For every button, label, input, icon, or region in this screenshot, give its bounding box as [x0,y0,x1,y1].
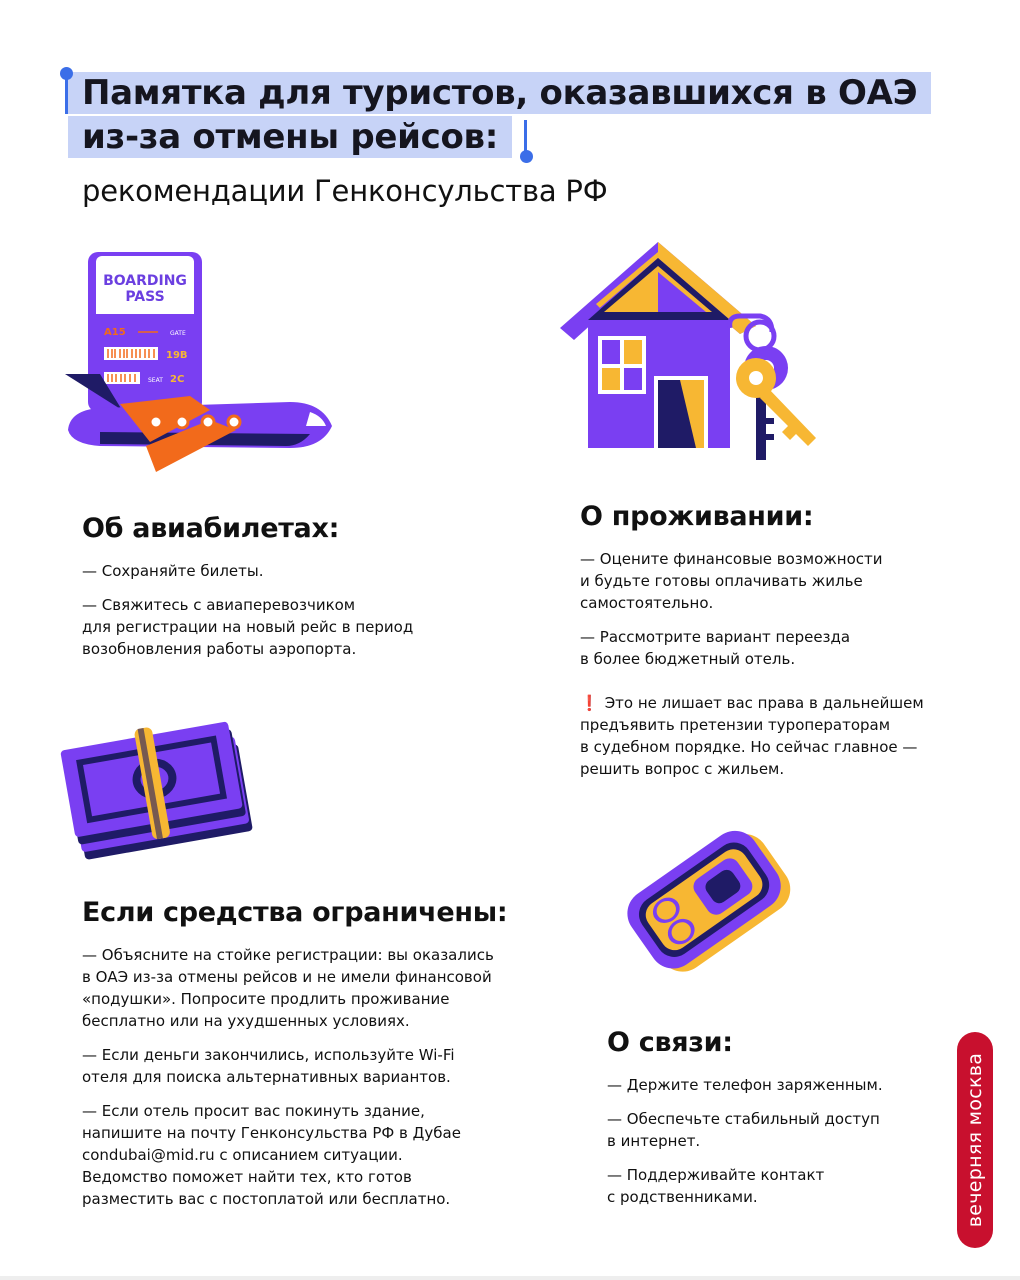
boarding-pass-title-2: PASS [125,289,165,305]
connection-item-1 [607,1074,883,1096]
text-line: — Держите телефон заряженным. [607,1076,883,1094]
text-line: — Оцените финансовые возможности [580,550,883,568]
funds-item-1 [82,944,507,1032]
text-line: бесплатно или на ухудшенных условиях. [82,1012,410,1030]
bottom-divider [0,1276,1020,1280]
text-line: для регистрации на новый рейс в период [82,618,414,636]
note-text: Это не лишает вас права в дальнейшем [604,694,924,712]
seat-value: 2C [170,374,185,385]
text-line [580,692,924,714]
section-connection [607,1026,883,1220]
brand-logo-text: вечерняя москва [964,1052,986,1228]
keys-icon [730,316,816,460]
housing-item-2 [580,626,924,670]
page-subtitle: рекомендации Генконсульства РФ [82,174,608,208]
text-line: разместить вас с постоплатой или бесплатно. [82,1190,451,1208]
phone-icon [618,818,800,984]
text-line: в судебном порядке. Но сейчас главное — [580,738,918,756]
seat-label: SEAT [148,377,163,384]
text-line: Ведомство поможет найти тех, кто готов [82,1168,412,1186]
funds-item-2 [82,1044,507,1088]
text-line: — Сохраняйте билеты. [82,562,264,580]
gate-value: 19B [166,350,188,361]
text-line: — Свяжитесь с авиаперевозчиком [82,596,356,614]
text-line: — Объясните на стойке регистрации: вы оказались [82,946,494,964]
text-line: с родственниками. [607,1188,758,1206]
text-caret-start [65,74,68,114]
text-caret-end [524,120,527,154]
plane-boarding-pass-illustration [60,250,340,480]
tickets-item-2 [82,594,413,660]
page-title-line-1: Памятка для туристов, оказавшихся в ОАЭ [68,72,931,114]
email-link[interactable]: condubai@mid.ru с описанием ситуации. [82,1146,403,1164]
text-line: в более бюджетный отель. [580,650,796,668]
money-stack-illustration [60,712,260,862]
text-line: в интернет. [607,1132,701,1150]
section-housing [580,500,924,792]
text-line: — Рассмотрите вариант переезда [580,628,851,646]
text-line: предъявить претензии туроператорам [580,716,891,734]
tickets-item-1 [82,560,413,582]
funds-item-3 [82,1100,507,1210]
connection-item-2 [607,1108,883,1152]
text-line: самостоятельно. [580,594,714,612]
text-line: напишите на почту Генконсульства РФ в Дубае [82,1124,461,1142]
section-tickets [82,512,413,672]
money-icon [60,712,253,861]
section-heading-housing: О проживании: [580,501,814,532]
text-line: — Если отель просит вас покинуть здание, [82,1102,425,1120]
housing-item-1 [580,548,924,614]
caret-dot-bottom [520,150,533,163]
housing-note [580,692,924,780]
text-line: решить вопрос с жильем. [580,760,785,778]
page-title-line-2: из-за отмены рейсов: [68,116,512,158]
title-block [68,72,931,158]
house-keys-illustration [560,238,830,468]
text-line: — Если деньги закончились, используйте Wi-Fi [82,1046,455,1064]
section-heading-tickets: Об авиабилетах: [82,513,340,544]
section-heading-connection: О связи: [607,1027,733,1058]
exclamation-icon: ❗ [580,694,599,712]
text-line: и будьте готовы оплачивать жилье [580,572,863,590]
flight-number: A15 [104,327,126,338]
text-line: в ОАЭ из-за отмены рейсов и не имели финансовой [82,968,492,986]
gate-label: GATE [170,330,186,337]
phone-illustration [618,812,808,992]
section-funds [82,896,507,1222]
text-line: — Поддерживайте контакт [607,1166,825,1184]
text-line: возобновления работы аэропорта. [82,640,357,658]
text-line: отеля для поиска альтернативных вариантов. [82,1068,451,1086]
text-line: «подушки». Попросите продлить проживание [82,990,450,1008]
connection-item-3 [607,1164,883,1208]
house-icon [560,242,756,448]
section-heading-funds: Если средства ограничены: [82,897,508,928]
boarding-pass-title-1: BOARDING [103,273,187,289]
text-line: — Обеспечьте стабильный доступ [607,1110,880,1128]
